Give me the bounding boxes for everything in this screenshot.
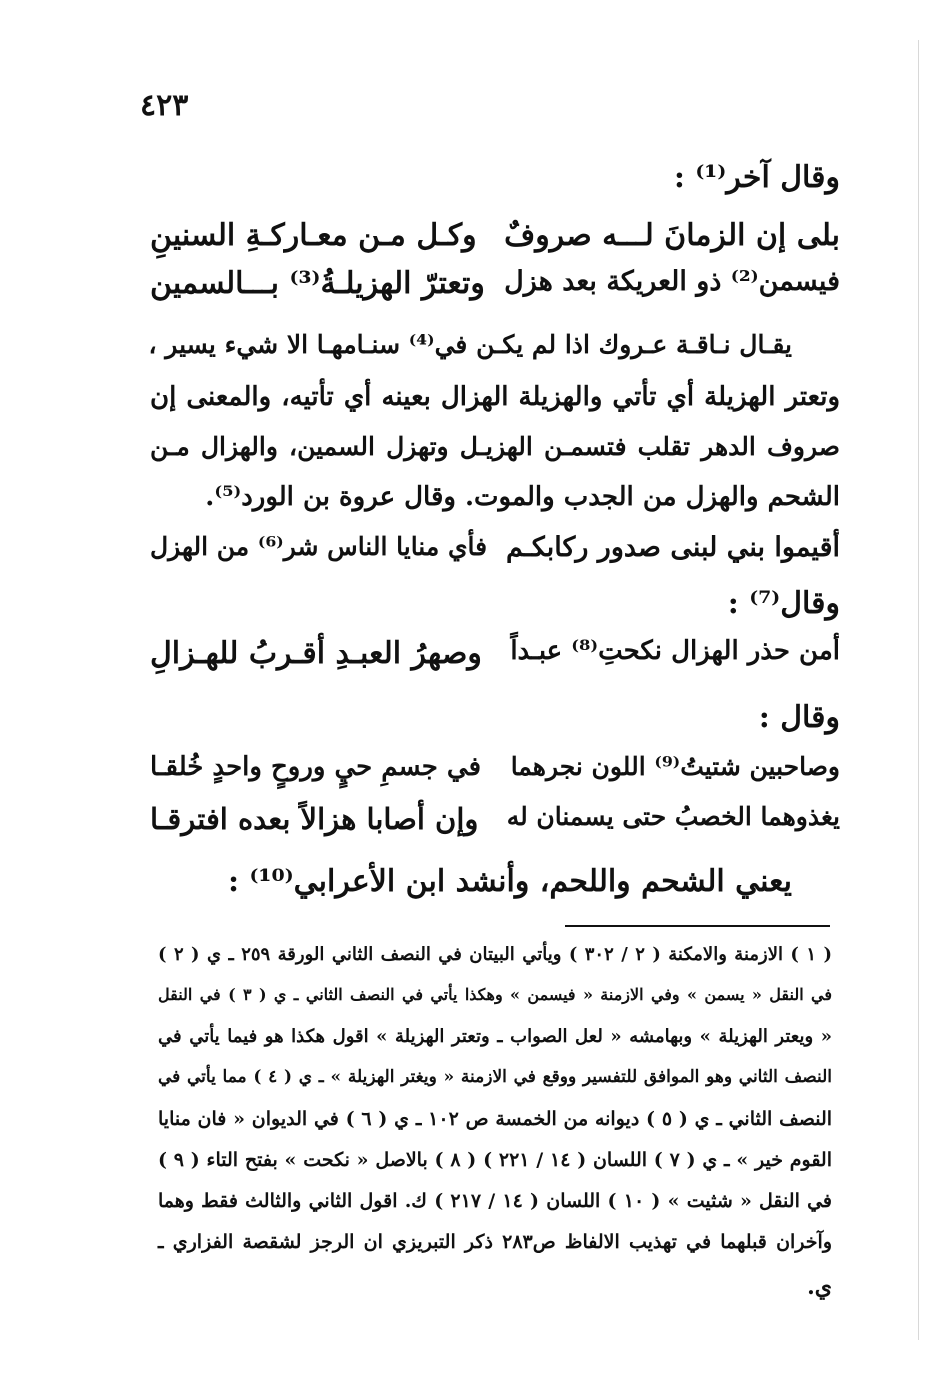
prose-line: يعني الشحم واللحم، وأنشد ابن الأعرابي⁽¹⁰⁾ :: [227, 864, 792, 899]
footnote-line: القوم خير » ـ ي ( ٧ ) اللسان ( ١٤ / ٢٢١ ) ( ٨ ) بالاصل « نكحت » بفتح التاء ( ٩ ): [158, 1149, 833, 1171]
footnote-separator: [565, 925, 830, 927]
verse-line: [150, 752, 840, 796]
prose-line: يقـال نـاقـة عـروك اذا لم يكـن في⁽⁴⁾ سنـامهـا الا شيء يسير ،: [148, 330, 792, 359]
verse-intro: وقال آخر⁽¹⁾ :: [673, 160, 840, 195]
verse-first-hemistich: فيسمن⁽²⁾ ذو العريكة بعد هزل: [504, 266, 840, 297]
footnote-line: النصف الثاني ـ ي ( ٥ ) ديوانه من الخمسة ص ١٠٢ ـ ي ( ٦ ) في الديوان « فان منايا: [158, 1108, 833, 1130]
prose-line: صروف الدهر تقلب فتسمـن الهزيـل وتهزل السمين، والهزال مـن: [150, 432, 840, 461]
verse-line: [150, 636, 840, 680]
verse-first-hemistich: وصاحبين شتيتُ⁽⁹⁾ اللون نجرهما: [510, 752, 840, 781]
verse-line: [150, 218, 840, 262]
verse-first-hemistich: أمن حذر الهزال نكحتِ⁽⁸⁾ عبـداً: [510, 636, 840, 666]
verse-second-hemistich: وكـل مـن معـاركـةِ السنينِ: [150, 218, 477, 253]
footnote-line: في النقل « شثيت » ( ١٠ ) اللسان ( ١٤ / ٢١٧ ) ك. اقول الثاني والثالث فقط وهما: [158, 1190, 832, 1212]
verse-intro: وقال⁽⁷⁾ :: [727, 586, 840, 621]
verse-first-hemistich: يغذوهما الخصبُ حتى يسمنان له: [506, 802, 840, 831]
footnote-line: النصف الثاني وهو الموافق للتفسير ووقع في الازمنة « ويغتر الهزيلة » ـ ي ( ٤ ) مما يأتي في: [158, 1067, 832, 1087]
verse-second-hemistich: فأي منايا الناس شر⁽⁶⁾ من الهزل: [150, 532, 488, 561]
verse-line: [150, 266, 840, 310]
prose-line: وتعتر الهزيلة أي تأتي والهزيلة الهزال بعينه أي تأتيه، والمعنى إن: [150, 382, 840, 412]
verse-first-hemistich: بلى إن الزمانَ لـــه صروفٌ: [504, 218, 840, 253]
verse-second-hemistich: وتعترّ الهزيلـةُ⁽³⁾ بـــالسمين: [150, 266, 485, 301]
verse-line: [150, 532, 840, 576]
verse-first-hemistich: أقيموا بني لبنى صدور ركابكـم: [505, 532, 840, 563]
verse-second-hemistich: في جسمِ حيٍ وروحٍ واحدٍ خُلقـا: [150, 752, 481, 782]
page-number: ٤٢٣: [140, 88, 189, 123]
footnote-line: في النقل « يسمن » وفي الازمنة « فيسمن » وهكذا يأتي في النصف الثاني ـ ي ( ٣ ) في النقل: [158, 985, 832, 1004]
page-edge-shadow: [918, 40, 919, 1340]
verse-line: [150, 802, 840, 846]
footnote-line: وآخران قبلهما في تهذيب الالفاظ ص٢٨٣ ذكر التبريزي ان الرجز لشقصة الفزاري ـ: [158, 1231, 832, 1253]
verse-second-hemistich: وصهرُ العبـدِ أقـربُ للهـزالِ: [150, 636, 482, 671]
footnote-line: « ويعتر الهزيلة » وبهامشه « لعل الصواب ـ وتعتر الهزيلة » اقول هكذا هو فيما يأتي في: [158, 1026, 832, 1047]
verse-intro: وقال :: [758, 700, 840, 735]
prose-line: الشحم والهزل من الجدب والموت. وقال عروة بن الورد⁽⁵⁾.: [205, 482, 840, 512]
footnote-line: ي.: [807, 1274, 832, 1300]
footnote-line: ( ١ ) الازمنة والامكنة ( ٢ / ٣٠٢ ) ويأتي البيتان في النصف الثاني الورقة ٢٥٩ ـ ي ( ٢ ): [158, 944, 832, 965]
verse-second-hemistich: وإن أصابا هزالاً بعده افترقـا: [150, 802, 479, 836]
